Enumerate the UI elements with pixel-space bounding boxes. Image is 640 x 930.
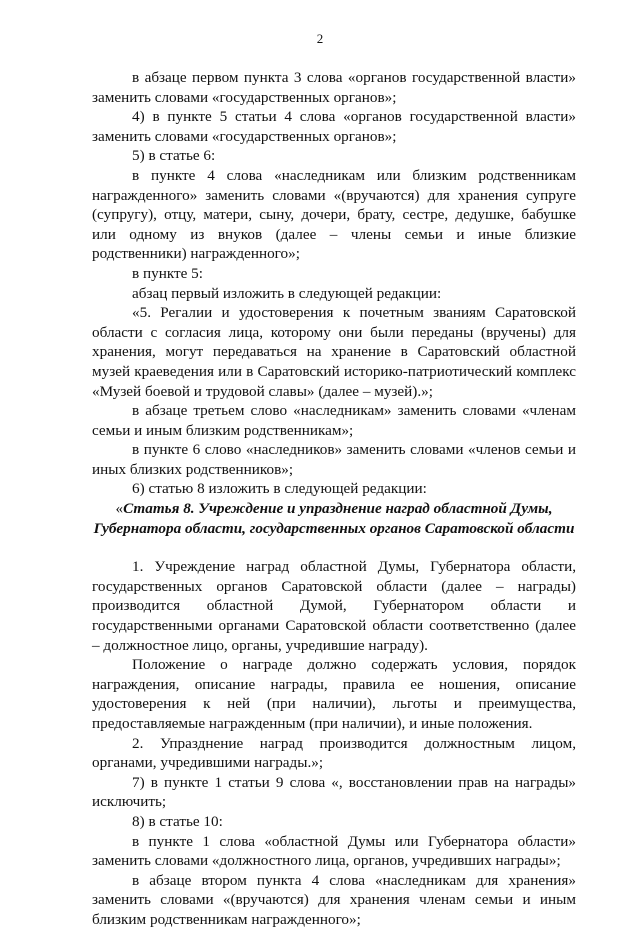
paragraph-item-7: 7) в пункте 1 статьи 9 слова «, восстановлении прав на награды» исключить; bbox=[92, 773, 580, 811]
heading-open-quote: « bbox=[115, 500, 124, 518]
paragraph-regalia-text: «5. Регалии и удостоверения к почетным званиям Саратовской области с согласия лица, которому они были переданы (вручены) для хранения, могут передаваться на хранение в Саратовский областной музей краеведения или в Саратовский историко-патриотический комплекс «Музей боевой и трудовой славы» (далее – музей).»; bbox=[92, 304, 580, 400]
paragraph-point-6: в пункте 6 слово «наследников» заменить словами «членов семьи и иных близких родственников»; bbox=[92, 441, 580, 478]
paragraph-item-5: 5) в статье 6: bbox=[132, 147, 216, 165]
page-number: 2 bbox=[316, 31, 324, 46]
paragraph-award-regulation: Положение о награде должно содержать условия, порядок награждения, описание награды, правила ее ношения, описание удостоверения к ней (при наличии), льготы и преимущества, предоставляемые награжденным (при наличии), и иные положения. bbox=[92, 656, 580, 732]
heading-text: Статья 8. Учреждение и упразднение наград областной Думы, Губернатора области, государственных органов Саратовской области bbox=[93, 500, 575, 537]
document-body bbox=[92, 68, 580, 930]
paragraph-item-4: 4) в пункте 5 статьи 4 слова «органов государственной власти» заменить словами «государственных органов»; bbox=[92, 108, 580, 145]
paragraph-point-4-amend: в пункте 4 слова «наследникам или близким родственникам награжденного» заменить словами «(вручаются) для хранения супруге (супругу), отцу, матери, сыну, дочери, брату, сестре, дедушке, бабушке или одному из внуков (далее – члены семьи и иные близкие родственники) награжденного»; bbox=[92, 166, 580, 263]
paragraph-article-8-point-2: 2. Упразднение наград производится должностным лицом, органами, учредившими награды.»; bbox=[92, 734, 580, 772]
paragraph-first-abzac: абзац первый изложить в следующей редакции: bbox=[132, 284, 442, 302]
paragraph-amend-point-3: в абзаце первом пункта 3 слова «органов государственной власти» заменить словами «государственных органов»; bbox=[92, 69, 580, 106]
paragraph-third-abzac: в абзаце третьем слово «наследникам» заменить словами «членам семьи и иным близким родственникам»; bbox=[92, 402, 580, 439]
paragraph-article-8-point-1: 1. Учреждение наград областной Думы, Губернатора области, государственных органов Саратовской области (далее – награды) производится областной Думой, Губернатором области и государственными органами Саратовской области соответственно (далее – должностное лицо, органы, учредившие награду). bbox=[92, 558, 580, 654]
article-8-heading bbox=[92, 499, 576, 538]
paragraph-item-6: 6) статью 8 изложить в следующей редакции: bbox=[132, 480, 427, 498]
paragraph-article-10-point-4: в абзаце втором пункта 4 слова «наследникам для хранения» заменить словами «(вручаются) для хранения членам семьи и иным близким родственникам награжденного»; bbox=[92, 871, 580, 928]
paragraph-article-10-point-1: в пункте 1 слова «областной Думы или Губернатора области» заменить словами «должностного лица, органов, учредивших награды»; bbox=[92, 832, 580, 870]
spacer bbox=[92, 538, 576, 557]
paragraph-item-8: 8) в статье 10: bbox=[132, 812, 223, 830]
paragraph-point-5: в пункте 5: bbox=[132, 264, 203, 282]
